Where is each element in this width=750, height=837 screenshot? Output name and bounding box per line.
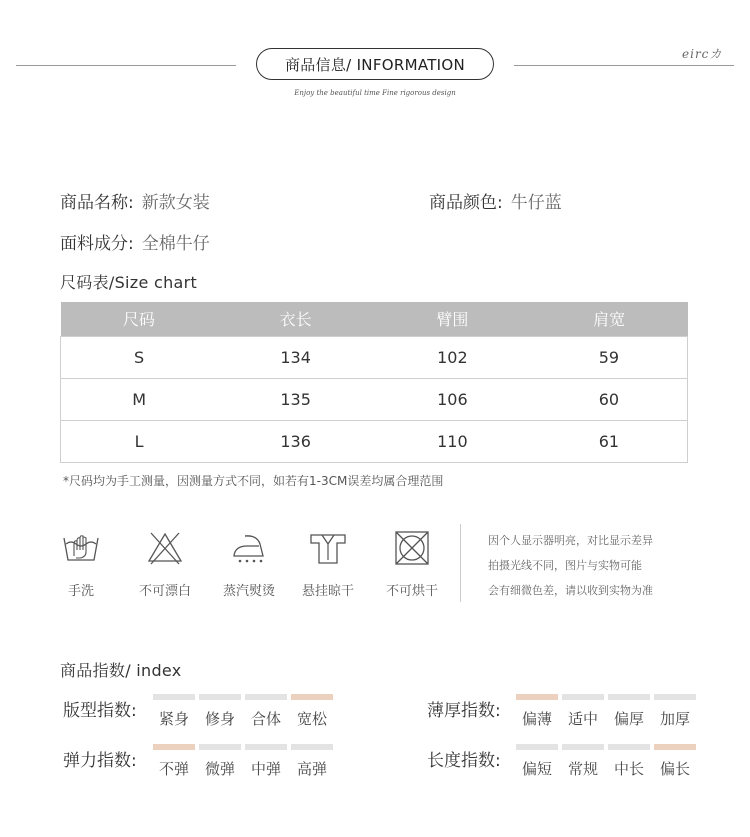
index-option [654, 694, 696, 729]
index-option [199, 744, 241, 779]
index-bar [245, 744, 287, 750]
table-cell: 135 [217, 378, 374, 420]
index-option-label: 偏长 [659, 760, 690, 778]
index-option [516, 694, 558, 729]
table-cell: 102 [374, 336, 531, 378]
hand-wash-icon [61, 530, 101, 566]
index-option-label: 常规 [567, 760, 598, 778]
index-bar [291, 744, 333, 750]
care-label: 不可烘干 [385, 584, 438, 599]
care-divider [460, 524, 461, 602]
thickness-index-scale [516, 694, 696, 729]
size-chart-title: 尺码表/Size chart [60, 273, 198, 292]
care-label: 悬挂晾干 [301, 584, 354, 599]
steam-iron-icon [229, 530, 269, 566]
index-option-label: 适中 [567, 710, 598, 728]
no-bleach-icon [145, 530, 185, 566]
index-option-label: 紧身 [158, 710, 189, 728]
index-option [608, 744, 650, 779]
index-bar [608, 694, 650, 700]
index-option-label: 加厚 [659, 710, 690, 728]
index-option [153, 694, 195, 729]
index-bar [153, 744, 195, 750]
care-label: 不可漂白 [138, 584, 191, 599]
index-option-label: 偏薄 [521, 710, 552, 728]
table-cell: 136 [217, 420, 374, 462]
table-header-cell: 臂围 [374, 302, 531, 336]
product-fabric-label: 面料成分: [60, 234, 134, 254]
index-option [608, 694, 650, 729]
index-bar [516, 694, 558, 700]
fit-index-label: 版型指数: [63, 701, 137, 721]
index-option [245, 744, 287, 779]
care-item-hand-wash [39, 530, 123, 599]
index-bar [562, 694, 604, 700]
care-label: 手洗 [67, 584, 94, 599]
table-cell: 134 [217, 336, 374, 378]
header-divider-right [514, 65, 734, 66]
measurement-note: *尺码均为手工测量，因测量方式不同，如若有1-3CM误差均属合理范围 [63, 474, 444, 488]
index-title: 商品指数/ index [60, 661, 182, 680]
index-option-label: 宽松 [296, 710, 327, 728]
index-bar [654, 744, 696, 750]
index-option [562, 694, 604, 729]
care-item-no-tumble-dry [370, 530, 454, 599]
table-cell: 61 [531, 420, 688, 462]
table-cell: M [61, 378, 218, 420]
table-cell: 110 [374, 420, 531, 462]
index-option [654, 744, 696, 779]
table-cell: S [61, 336, 218, 378]
index-option-label: 修身 [204, 710, 235, 728]
index-bar [562, 744, 604, 750]
index-bar [153, 694, 195, 700]
length-index-scale [516, 744, 696, 779]
care-label: 蒸汽熨烫 [222, 584, 275, 599]
care-item-hang-dry [286, 530, 370, 599]
table-row [61, 378, 688, 420]
care-item-no-bleach [123, 530, 207, 599]
length-index-label: 长度指数: [427, 751, 501, 771]
index-option-label: 不弹 [158, 760, 189, 778]
table-row [61, 420, 688, 462]
table-header-cell: 衣长 [217, 302, 374, 336]
index-option [199, 694, 241, 729]
product-fabric-value: 全棉牛仔 [141, 234, 210, 254]
product-name [60, 188, 210, 213]
index-bar [199, 694, 241, 700]
index-option [291, 694, 333, 729]
section-subtitle: Enjoy the beautiful time Fine rigorous design [294, 89, 456, 97]
table-cell: L [61, 420, 218, 462]
size-chart-table [60, 302, 688, 463]
product-fabric [60, 229, 210, 254]
fit-index-scale [153, 694, 333, 729]
index-option [291, 744, 333, 779]
index-option-label: 偏厚 [613, 710, 644, 728]
index-option-label: 微弹 [204, 760, 235, 778]
table-row [61, 336, 688, 378]
hang-dry-icon [308, 530, 348, 566]
product-color [429, 188, 562, 213]
index-option-label: 偏短 [521, 760, 552, 778]
table-header-cell: 尺码 [61, 302, 218, 336]
index-option-label: 中长 [613, 760, 644, 778]
disclaimer-line: 会有细微色差，请以收到实物为准 [488, 584, 653, 597]
elasticity-index-label: 弹力指数: [63, 751, 137, 771]
table-cell: 106 [374, 378, 531, 420]
care-item-steam-iron [207, 530, 291, 599]
index-bar [291, 694, 333, 700]
table-cell: 59 [531, 336, 688, 378]
disclaimer-line: 因个人显示器明亮，对比显示差异 [488, 534, 653, 547]
elasticity-index-scale [153, 744, 333, 779]
index-option [516, 744, 558, 779]
index-bar [608, 744, 650, 750]
index-option [153, 744, 195, 779]
no-tumble-dry-icon [392, 530, 432, 566]
index-option [245, 694, 287, 729]
table-header-row [61, 302, 688, 336]
index-option [562, 744, 604, 779]
thickness-index-label: 薄厚指数: [427, 701, 501, 721]
section-title: 商品信息/ INFORMATION [256, 48, 494, 80]
index-option-label: 高弹 [296, 760, 327, 778]
index-option-label: 中弹 [250, 760, 281, 778]
product-name-label: 商品名称: [60, 193, 134, 213]
index-bar [516, 744, 558, 750]
disclaimer-line: 拍摄光线不同，图片与实物可能 [488, 559, 642, 572]
index-bar [654, 694, 696, 700]
index-bar [245, 694, 287, 700]
product-color-value: 牛仔蓝 [510, 193, 562, 213]
product-color-label: 商品颜色: [429, 193, 503, 213]
table-header-cell: 肩宽 [531, 302, 688, 336]
header-divider-left [16, 65, 236, 66]
brand-logo: eircカ [682, 47, 723, 61]
product-name-value: 新款女装 [141, 193, 210, 213]
index-option-label: 合体 [250, 710, 281, 728]
table-cell: 60 [531, 378, 688, 420]
index-bar [199, 744, 241, 750]
